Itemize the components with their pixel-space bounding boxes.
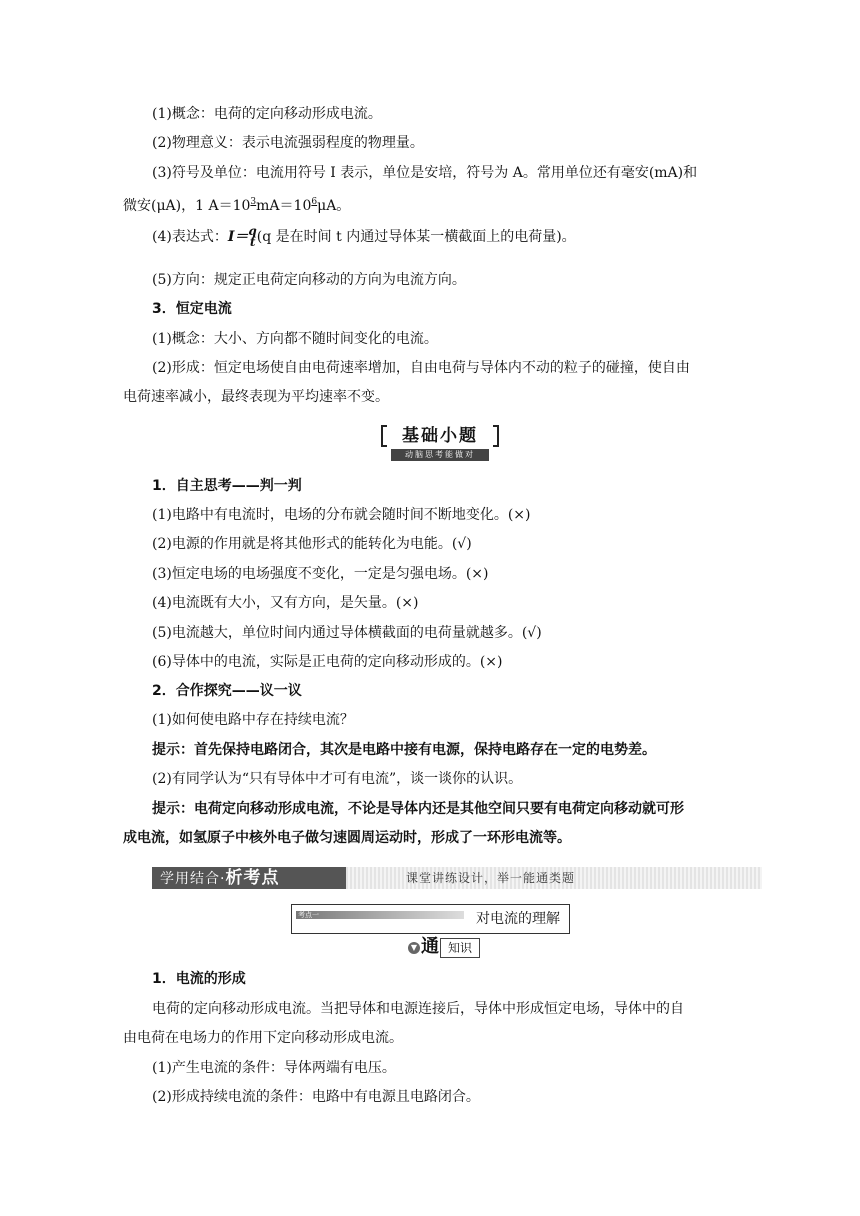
fraction-denominator: t [249,235,256,249]
q2-question-2: (2)有同学认为“只有导体中才可有电流”，谈一谈你的认识。 [152,771,523,787]
fraction-numerator: q [248,224,257,238]
formation-paragraph: 电荷的定向移动形成电流。当把导体和电源连接后，导体中形成恒定电场，导体中的自 [152,1001,684,1017]
down-arrow-icon: ▼ [408,942,420,954]
unit-line: (3)符号及单位：电流用符号 I 表示，单位是安培，符号为 A。常用单位还有毫安(mA)和 [152,165,698,181]
banner-subtitle: 课堂讲练设计，举一能通类题 [406,871,576,885]
knowledge-marker-box: 知识 [440,938,480,958]
q1-item: (6)导体中的电流，实际是正电荷的定向移动形成的。(×) [152,654,503,670]
formula-fraction [248,226,256,248]
formula-lhs: I＝ [227,229,249,245]
formation-cond-1: (1)产生电流的条件：导体两端有电压。 [152,1060,396,1076]
formula-line [152,226,576,248]
unit-text-c: μA。 [317,198,351,214]
section-banner [152,866,762,890]
formation-heading: 1．电流的形成 [152,971,246,987]
formation-cond-2: (2)形成持续电流的条件：电路中有电源且电路闭合。 [152,1089,480,1105]
badge-bracket-right [493,425,499,447]
q2-heading: 2．合作探究——议一议 [152,683,302,699]
direction-line: (5)方向：规定正电荷定向移动的方向为电流方向。 [152,272,466,288]
topic-label: 对电流的理解 [476,911,560,927]
badge-title: 基础小题 [402,426,478,446]
steady-heading: 3．恒定电流 [152,301,232,317]
exp-6: 6 [311,197,318,207]
topic-tag-text: 考点一 [298,911,319,919]
badge-subtitle: 动脑思考能做对 [391,449,489,461]
q1-item: (4)电流既有大小，又有方向，是矢量。(×) [152,595,419,611]
knowledge-marker [408,936,480,958]
banner-title-bold: 析考点 [225,868,280,888]
q2-question-1: (1)如何使电路中存在持续电流？ [152,712,354,728]
q1-heading: 1．自主思考——判一判 [152,478,302,494]
formula-label: (4)表达式： [152,229,228,245]
exp-3: 3 [250,197,257,207]
banner-title [152,867,346,889]
unit-text-b: mA＝10 [256,198,312,214]
topic-tag [296,911,464,919]
topic-box [291,904,570,934]
steady-concept: (1)概念：大小、方向都不随时间变化的电流。 [152,331,438,347]
concept-line: (1)概念：电荷的定向移动形成电流。 [152,106,382,122]
q1-item: (5)电流越大，单位时间内通过导体横截面的电荷量就越多。(√) [152,625,542,641]
q2-hint-1: 提示：首先保持电路闭合，其次是电路中接有电源，保持电路存在一定的电势差。 [152,742,656,758]
q1-item: (2)电源的作用就是将其他形式的能转化为电能。(√) [152,536,472,552]
steady-formation-cont: 电荷速率减小，最终表现为平均速率不变。 [123,389,389,405]
knowledge-marker-big: 通 [421,936,439,957]
banner-title-prefix: 学用结合· [160,871,226,887]
steady-formation: (2)形成：恒定电场使自由电荷速率增加，自由电荷与导体内不动的粒子的碰撞，使自由 [152,360,690,376]
formation-paragraph-cont: 由电荷在电场力的作用下定向移动形成电流。 [123,1030,403,1046]
basic-questions-badge [381,425,499,463]
banner-strip [346,867,762,889]
formula-note: (q 是在时间 t 内通过导体某一横截面上的电荷量)。 [256,229,576,245]
q1-item: (1)电路中有电流时，电场的分布就会随时间不断地变化。(×) [152,507,531,523]
unit-line-cont [123,192,350,216]
unit-text-a: 微安(μA)，1 A＝10 [123,198,251,214]
meaning-line: (2)物理意义：表示电流强弱程度的物理量。 [152,135,424,151]
q1-item: (3)恒定电场的电场强度不变化，一定是匀强电场。(×) [152,566,489,582]
q2-hint-2: 提示：电荷定向移动形成电流，不论是导体内还是其他空间只要有电荷定向移动就可形 [152,801,684,817]
q2-hint-2-cont: 成电流，如氢原子中核外电子做匀速圆周运动时，形成了一环形电流等。 [123,830,571,846]
